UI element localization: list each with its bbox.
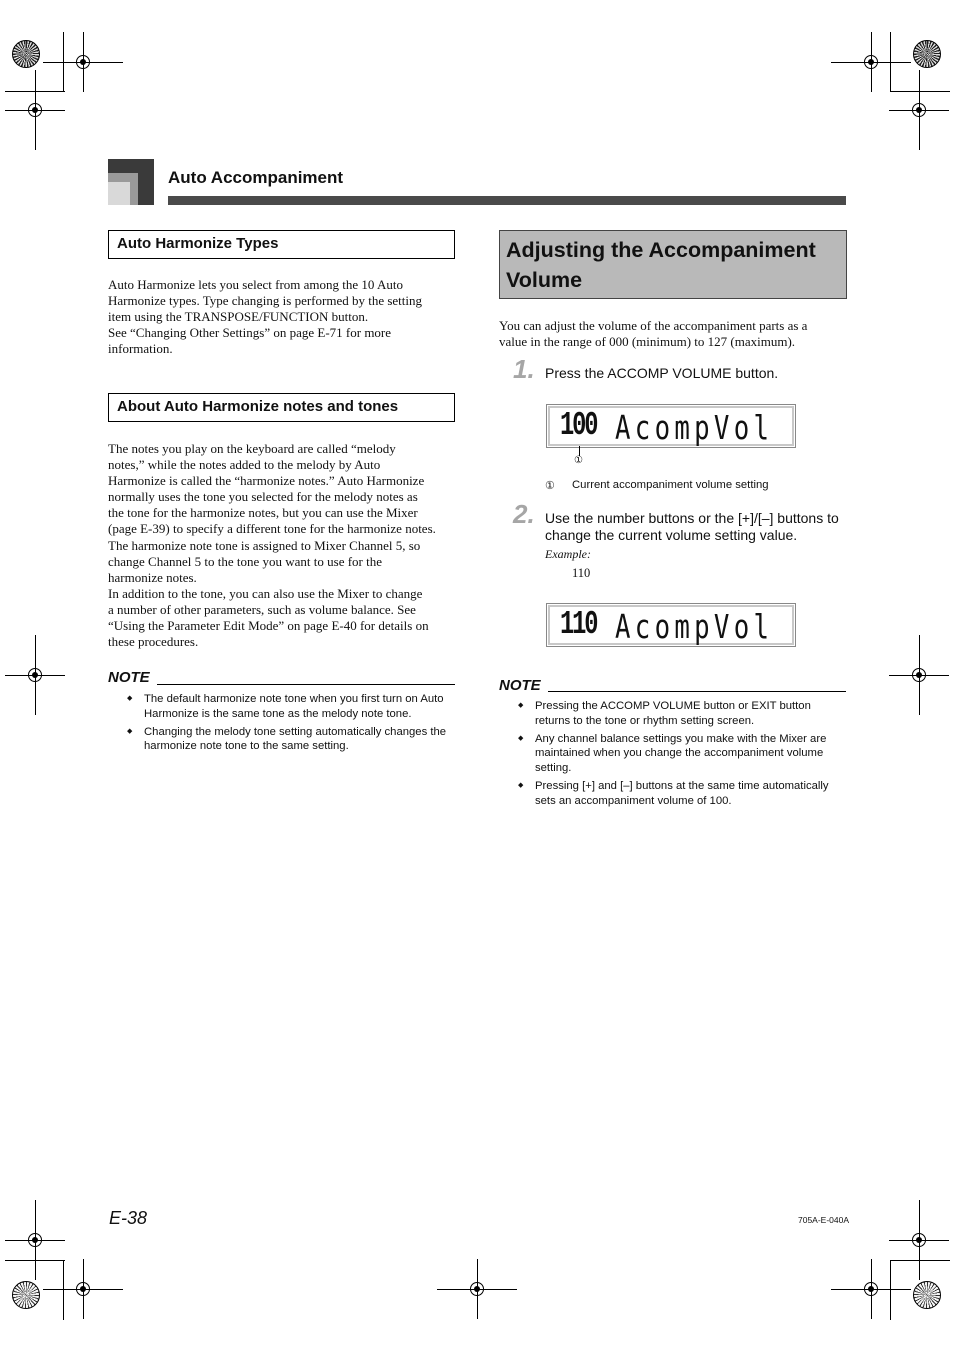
paragraph-line: change Channel 5 to the tone you want to use for the xyxy=(108,553,383,569)
note-label: NOTE xyxy=(108,669,150,686)
heading-line: Volume xyxy=(506,268,583,292)
lcd-value: 100 xyxy=(560,407,597,444)
note-item: ◆ Pressing the ACCOMP VOLUME button or EXIT button returns to the tone or rhythm setting screen. xyxy=(499,699,849,728)
note-rule xyxy=(157,684,455,685)
paragraph-line: Harmonize types. Type changing is performed by the setting xyxy=(108,293,423,309)
about-harmonize-notes-paragraph xyxy=(108,441,468,650)
volume-intro-paragraph xyxy=(499,318,859,350)
registration-roundel-icon xyxy=(913,1281,941,1309)
paragraph-line: The notes you play on the keyboard are called “melody xyxy=(108,441,396,456)
document-code: 705A-E-040A xyxy=(798,1215,850,1225)
paragraph-line: harmonize notes. xyxy=(108,569,197,585)
paragraph-line: notes,” while the notes added to the melody by Auto xyxy=(108,457,381,473)
step-text-line: change the current volume setting value. xyxy=(545,527,798,543)
paragraph-line: In addition to the tone, you can also use the Mixer to change xyxy=(108,585,423,601)
note-item: ◆ Pressing [+] and [–] buttons at the same time automatically sets an accompaniment volume of 100. xyxy=(499,779,849,808)
registration-roundel-icon xyxy=(12,40,40,68)
page-number: E-38 xyxy=(109,1208,148,1228)
note-item: ◆ Changing the melody tone setting automatically changes the harmonize note tone to the same setting. xyxy=(108,725,460,754)
paragraph-line: the tone for the harmonize notes, but you can use the Mixer xyxy=(108,505,418,521)
lcd-value: 110 xyxy=(560,606,597,643)
auto-harmonize-types-paragraph xyxy=(108,277,468,357)
about-harmonize-notes-heading: About Auto Harmonize notes and tones xyxy=(108,393,455,422)
note-list xyxy=(108,692,460,757)
callout-marker: ① xyxy=(574,455,583,466)
paragraph-line: these procedures. xyxy=(108,634,199,650)
step-1-number: 1. xyxy=(513,354,535,384)
callout-legend-text: Current accompaniment volume setting xyxy=(572,479,769,491)
paragraph-line: value in the range of 000 (minimum) to 127 (maximum). xyxy=(499,334,796,350)
paragraph-line: See “Changing Other Settings” on page E-71 for more xyxy=(108,325,392,341)
step-text-line: Use the number buttons or the [+]/[–] buttons to xyxy=(545,510,839,526)
step-2-text xyxy=(545,510,855,544)
paragraph-line: a number of other parameters, such as volume balance. See xyxy=(108,601,416,617)
heading-line: Adjusting the Accompaniment xyxy=(506,238,816,262)
crop-line xyxy=(890,91,950,92)
lcd-display-example xyxy=(546,603,796,647)
lcd-label: AcompVol xyxy=(615,408,774,447)
crop-line xyxy=(63,1260,64,1320)
registration-roundel-icon xyxy=(913,40,941,68)
section-title: Auto Accompaniment xyxy=(168,168,344,187)
step-2-number: 2. xyxy=(513,499,535,529)
crop-line xyxy=(890,1260,950,1261)
section-tab-block xyxy=(108,159,154,205)
paragraph-line: item using the TRANSPOSE/FUNCTION button. xyxy=(108,309,369,325)
paragraph-line: information. xyxy=(108,341,173,357)
lcd-label: AcompVol xyxy=(615,607,774,646)
paragraph-line: Auto Harmonize lets you select from among the 10 Auto xyxy=(108,277,403,292)
example-value: 110 xyxy=(572,566,591,580)
paragraph-line: (page E-39) to specify a different tone for the harmonize notes. xyxy=(108,521,436,537)
paragraph-line: You can adjust the volume of the accompaniment parts as a xyxy=(499,318,808,333)
note-list xyxy=(499,699,849,812)
example-label: Example: xyxy=(545,547,591,561)
crop-line xyxy=(890,1260,891,1320)
note-item: ◆ Any channel balance settings you make with the Mixer are maintained when you change the accompaniment volume setting. xyxy=(499,732,849,776)
paragraph-line: normally uses the tone you selected for the melody notes as xyxy=(108,489,418,505)
adjusting-volume-heading xyxy=(499,230,847,299)
step-1-text: Press the ACCOMP VOLUME button. xyxy=(545,365,779,381)
header-rule xyxy=(168,196,846,205)
lcd-display-current xyxy=(546,404,796,448)
note-item: ◆ The default harmonize note tone when you first turn on Auto Harmonize is the same tone as the melody note tone. xyxy=(108,692,460,721)
note-rule xyxy=(548,691,846,692)
auto-harmonize-types-heading: Auto Harmonize Types xyxy=(108,230,455,259)
paragraph-line: Harmonize is called the “harmonize notes.” Auto Harmonize xyxy=(108,473,425,489)
paragraph-line: “Using the Parameter Edit Mode” on page E-40 for details on xyxy=(108,618,429,634)
paragraph-line: The harmonize note tone is assigned to Mixer Channel 5, so xyxy=(108,537,421,553)
note-label: NOTE xyxy=(499,677,541,694)
registration-roundel-icon xyxy=(12,1281,40,1309)
callout-legend-marker: ① xyxy=(545,480,555,492)
